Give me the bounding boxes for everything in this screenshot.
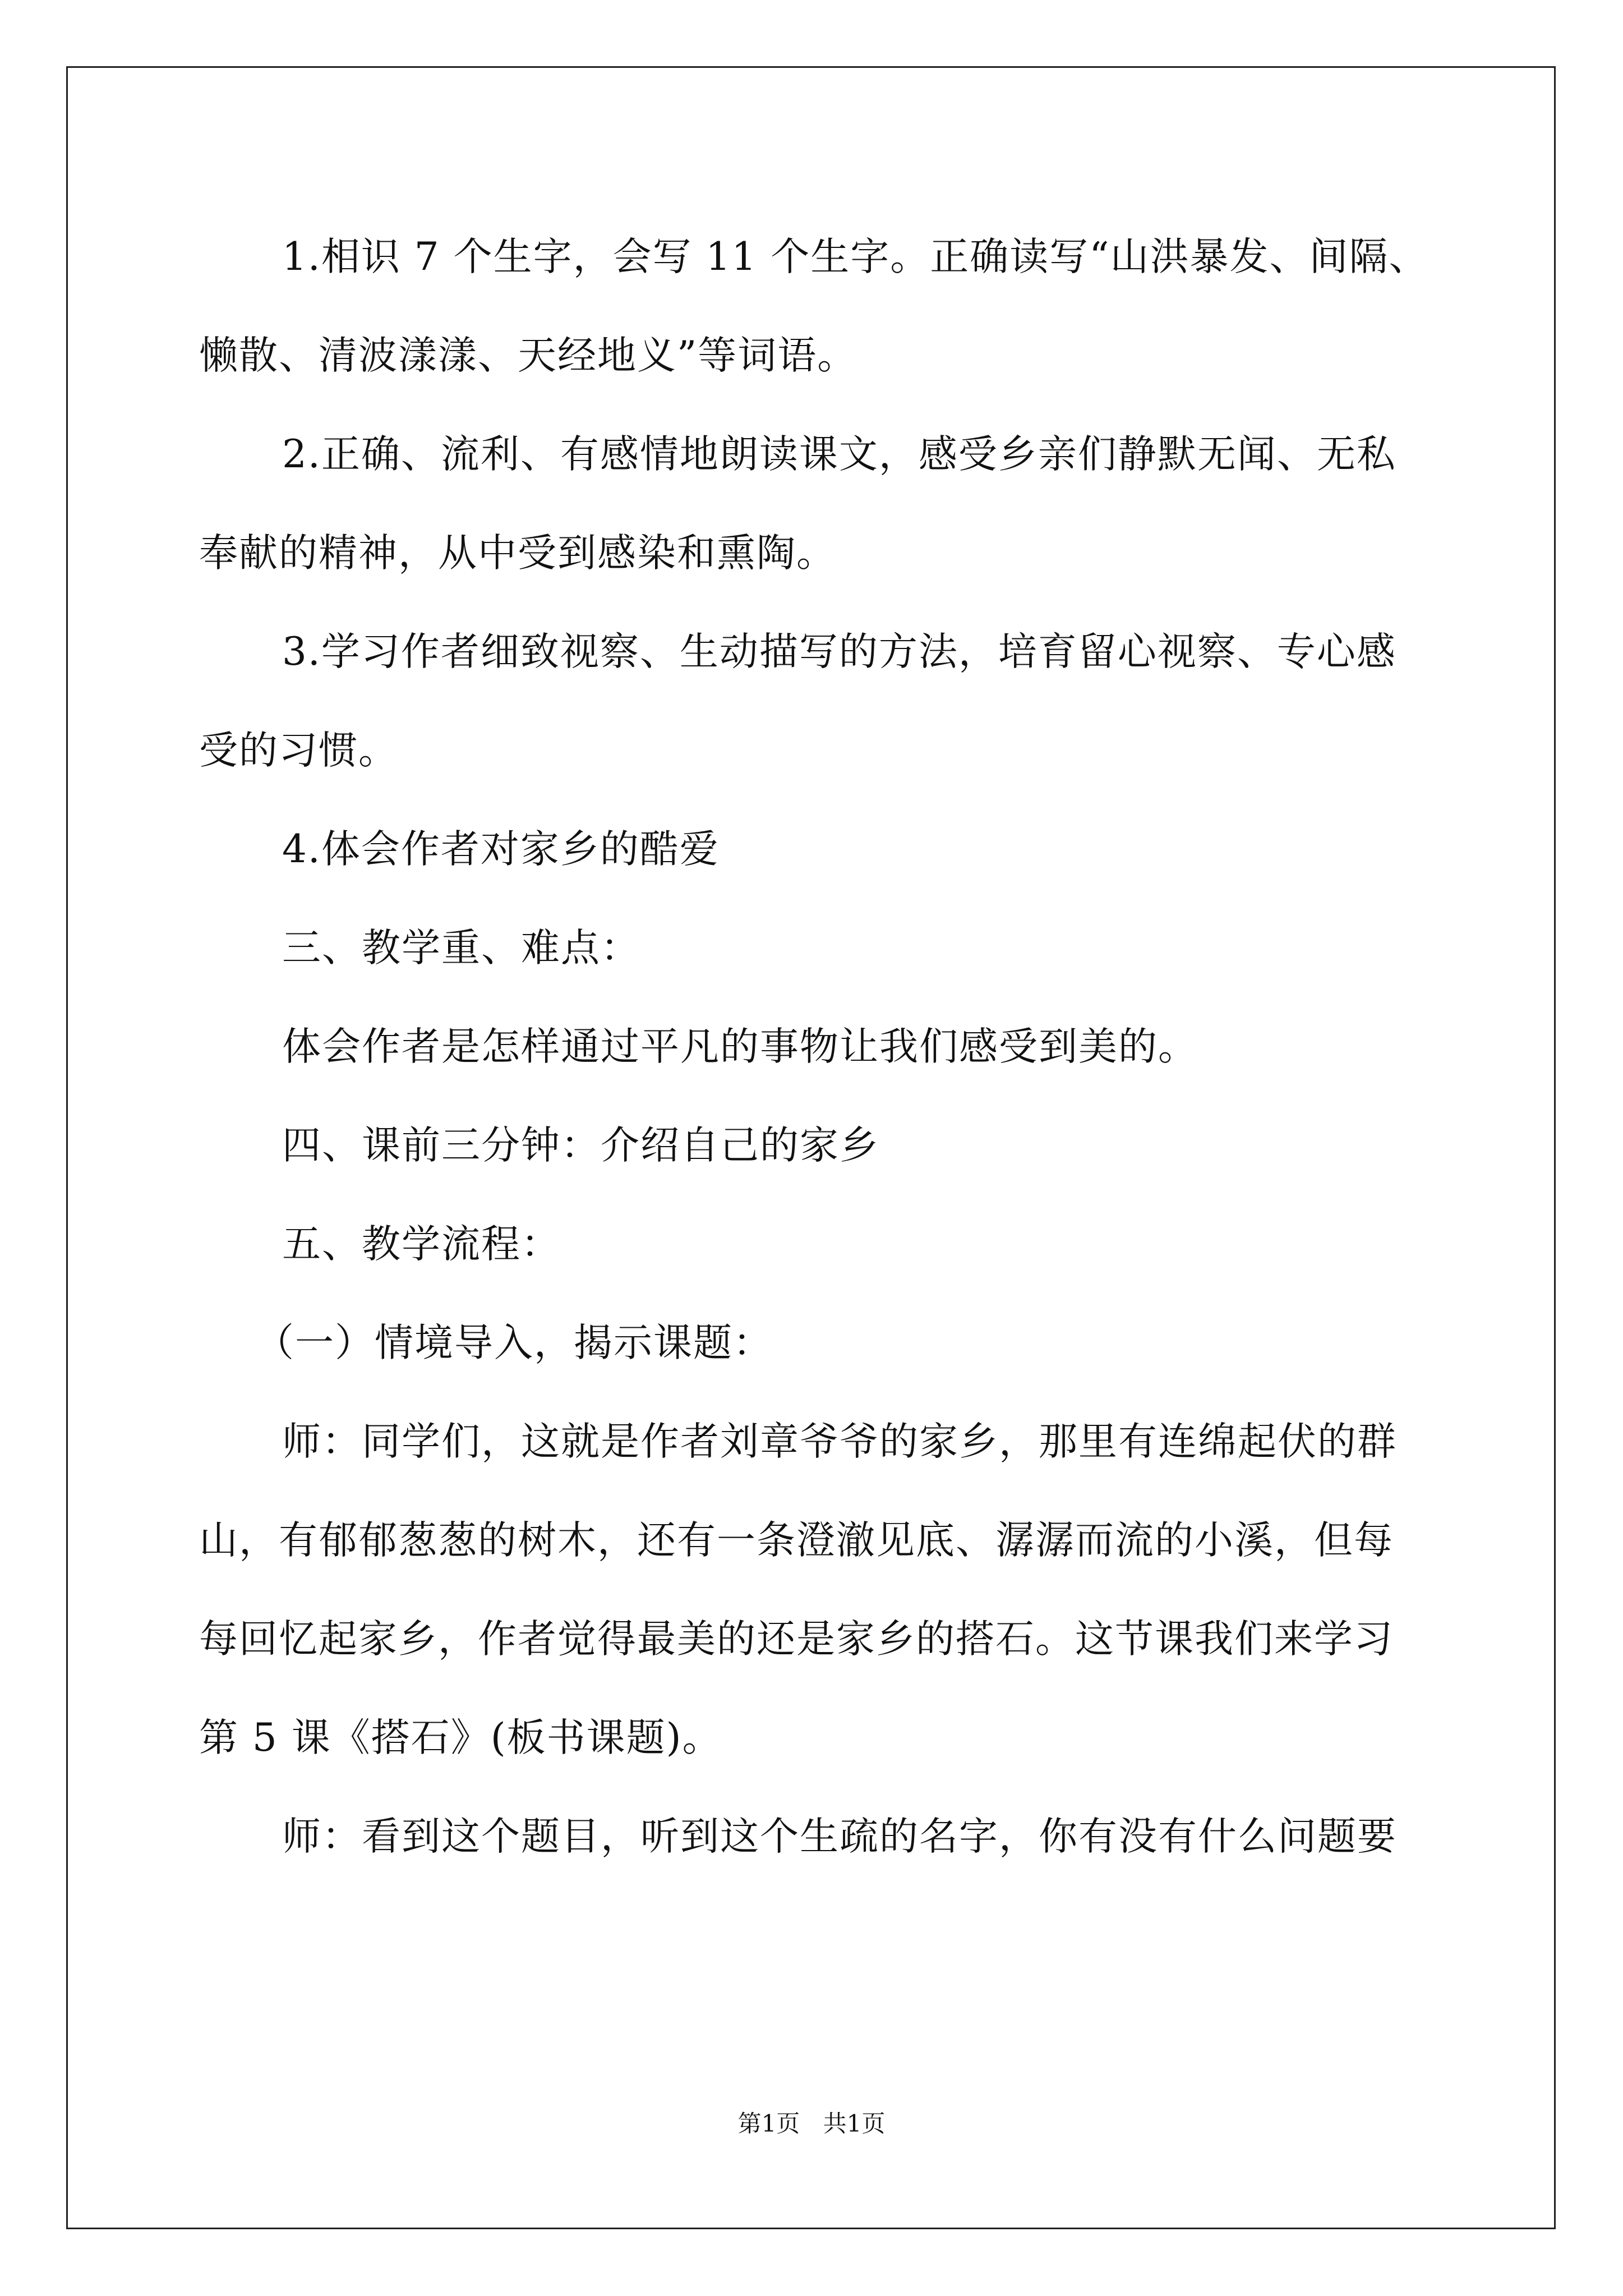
page-number: 第1页 bbox=[737, 2110, 800, 2137]
paragraph-3: 3.学习作者细致视察、生动描写的方法，培育留心视察、专心感受的习惯。 bbox=[199, 629, 1396, 773]
section-heading-key-points: 三、教学重、难点： bbox=[282, 926, 640, 970]
paragraph-teacher-2: 师：看到这个题目，听到这个生疏的名字，你有没有什么问题要 bbox=[282, 1814, 1397, 1859]
page-total: 共1页 bbox=[823, 2110, 886, 2137]
subsection-heading-intro: （一）情境导入，揭示课题： bbox=[255, 1320, 773, 1365]
document-body bbox=[199, 208, 1433, 1886]
paragraph-2: 2.正确、流利、有感情地朗读课文，感受乡亲们静默无闻、无私奉献的精神，从中受到感染和熏陶。 bbox=[199, 432, 1396, 576]
page-footer bbox=[0, 2107, 1623, 2141]
paragraph-teacher-1: 师：同学们，这就是作者刘章爷爷的家乡，那里有连绵起伏的群山，有郁郁葱葱的树木，还有一条澄澈见底、潺潺而流的小溪，但每每回忆起家乡，作者觉得最美的还是家乡的搭石。这节课我们来学习第 5 课《搭石》(板书课题)。 bbox=[199, 1419, 1397, 1760]
section-heading-pre-class: 四、课前三分钟：介绍自己的家乡 bbox=[282, 1123, 879, 1168]
paragraph-key-points: 体会作者是怎样通过平凡的事物让我们感受到美的。 bbox=[282, 1024, 1198, 1069]
paragraph-1: 1.相识 7 个生字，会写 11 个生字。正确读写“山洪暴发、间隔、懒散、清波漾漾、天经地义”等词语。 bbox=[199, 234, 1429, 378]
section-heading-process: 五、教学流程： bbox=[282, 1222, 561, 1267]
paragraph-4: 4.体会作者对家乡的酷爱 bbox=[282, 827, 720, 872]
